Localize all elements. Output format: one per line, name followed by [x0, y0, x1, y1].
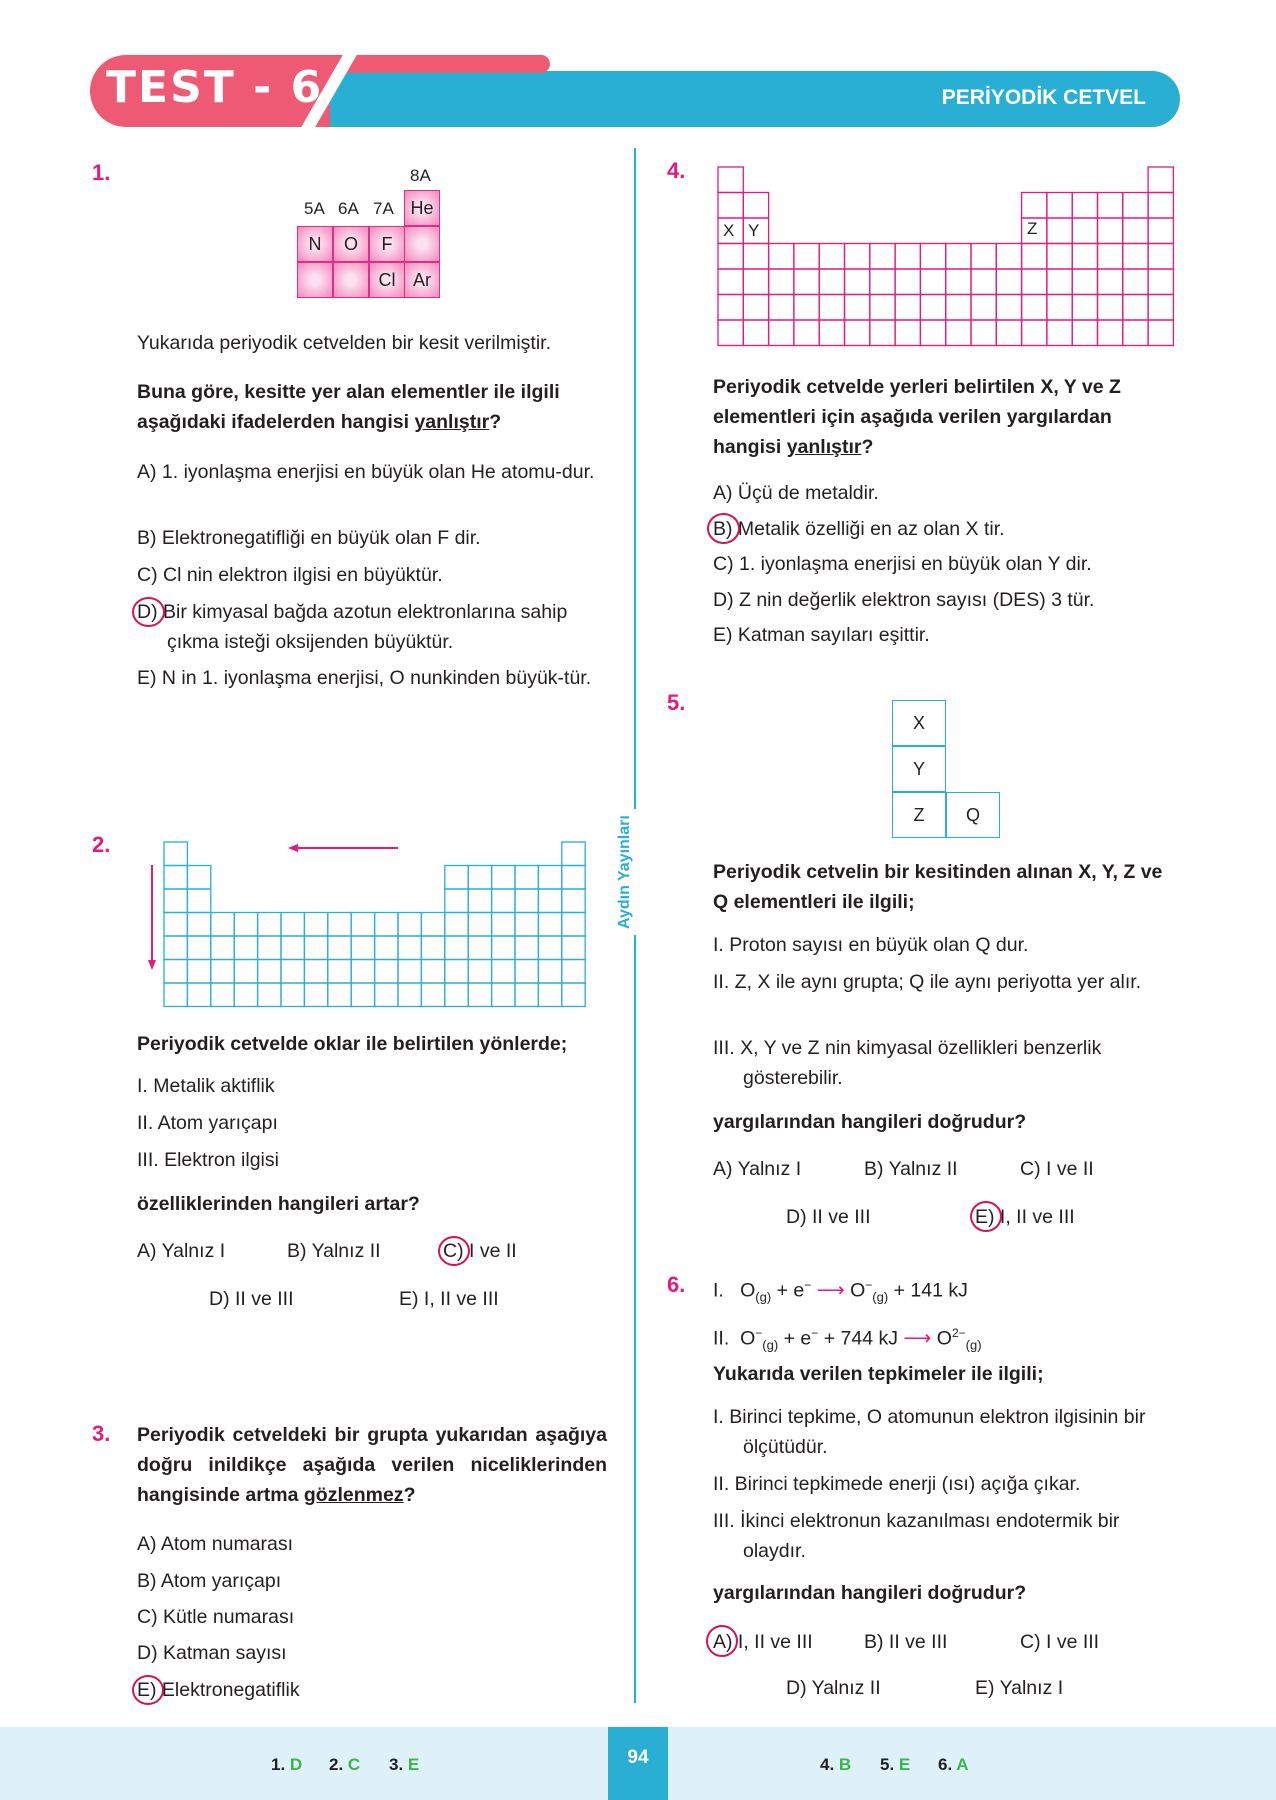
down-arrow-head: [148, 960, 156, 970]
table-cell: [1072, 244, 1097, 270]
q2-question: Periyodik cetvelde oklar ile belirtilen yönlerde;: [137, 1033, 568, 1055]
q2-option-b[interactable]: B) Yalnız II: [287, 1240, 381, 1262]
q5-item-3: III. X, Y ve Z nin kimyasal özellikleri benzerlik gösterebilir.: [713, 1037, 1102, 1089]
cell-Cl: Cl: [369, 262, 405, 298]
table-cell: [895, 269, 920, 295]
table-cell: [743, 269, 768, 295]
q6-option-e[interactable]: E) Yalnız I: [975, 1677, 1064, 1699]
table-cell: [1022, 320, 1047, 346]
answer-circle: [706, 1625, 738, 1657]
table-cell: [1022, 269, 1047, 295]
table-cell: [794, 244, 819, 270]
q4-option-a[interactable]: A) Üçü de metaldir.: [713, 482, 879, 504]
cell-Ar: Ar: [404, 262, 440, 298]
table-cell: [996, 320, 1021, 346]
q4-question: Periyodik cetvelde yerleri belirtilen X, Y ve Z elementleri için aşağıda verilen yargılardan hangisi yanlıştır?: [713, 376, 1121, 458]
table-cell: [819, 320, 844, 346]
answer-circle: [132, 1675, 164, 1705]
label-5A: 5A: [304, 199, 325, 218]
table-cell: [895, 244, 920, 270]
table-cell: [1123, 218, 1148, 244]
q6-option-a[interactable]: A) I, II ve III: [713, 1631, 813, 1653]
answer-circle: [438, 1236, 470, 1266]
q6-item-2: II. Birinci tepkimede enerji (ısı) açığa çıkar.: [713, 1473, 1081, 1495]
table-cell: [1072, 269, 1097, 295]
table-cell: [769, 269, 794, 295]
table-cell: [1072, 295, 1097, 321]
table-cell: [920, 295, 945, 321]
q1-intro: Yukarıda periyodik cetvelden bir kesit verilmiştir.: [137, 332, 552, 354]
table-cell: [870, 244, 895, 270]
table-cell: [946, 269, 971, 295]
cell-empty: [333, 262, 369, 298]
q6-question-end: yargılarından hangileri doğrudur?: [713, 1582, 1027, 1604]
table-cell: [845, 244, 870, 270]
table-cell: [819, 295, 844, 321]
table-cell: [1123, 320, 1148, 346]
q4-option-d[interactable]: D) Z nin değerlik elektron sayısı (DES) 3 tür.: [713, 589, 1095, 611]
left-arrow-head: [288, 844, 298, 852]
cell-N: N: [297, 226, 333, 262]
question-5-number: 5.: [667, 690, 686, 715]
q5-option-d[interactable]: D) II ve III: [786, 1206, 871, 1228]
table-cell: [996, 244, 1021, 270]
table-cell: [1098, 244, 1123, 270]
table-cell: [996, 295, 1021, 321]
table-cell: [895, 295, 920, 321]
q6-item-1: I. Birinci tepkime, O atomunun elektron ilgisinin bir ölçütüdür.: [713, 1406, 1146, 1458]
q6-item-3: III. İkinci elektronun kazanılması endotermik bir olaydır.: [713, 1510, 1120, 1562]
answer-key-5: 5. E: [880, 1755, 911, 1774]
q5-option-a[interactable]: A) Yalnız I: [713, 1158, 802, 1180]
table-cell: [971, 269, 996, 295]
q2-question-end: özelliklerinden hangileri artar?: [137, 1193, 420, 1215]
q3-option-c[interactable]: C) Kütle numarası: [137, 1606, 295, 1628]
table-cell: [1047, 269, 1072, 295]
q2-item-3: III. Elektron ilgisi: [137, 1149, 279, 1171]
label-6A: 6A: [338, 199, 359, 218]
answer-key-4: 4. B: [820, 1755, 852, 1774]
q2-option-c[interactable]: C) I ve II: [443, 1240, 517, 1262]
q2-option-e[interactable]: E) I, II ve III: [399, 1288, 499, 1310]
table-cell: [1123, 295, 1148, 321]
table-cell: [1072, 218, 1097, 244]
q6-option-d[interactable]: D) Yalnız II: [786, 1677, 881, 1699]
q2-item-1: I. Metalik aktiflik: [137, 1075, 275, 1097]
table-cell: [895, 320, 920, 346]
q5-item-1: I. Proton sayısı en büyük olan Q dur.: [713, 934, 1029, 956]
table-cell: [718, 193, 743, 219]
q5-question-end: yargılarından hangileri doğrudur?: [713, 1111, 1027, 1133]
table-cell: [1148, 244, 1173, 270]
q5-option-b[interactable]: B) Yalnız II: [864, 1158, 958, 1180]
table-cell: [794, 320, 819, 346]
q4-periodic-table-outline: [716, 165, 1176, 347]
table-cell: [971, 295, 996, 321]
q1-option-d[interactable]: D) Bir kimyasal bağda azotun elektronlarına sahip çıkma isteği oksijenden büyüktür.: [137, 601, 568, 653]
cell-He: He: [404, 190, 440, 226]
table-cell: [920, 320, 945, 346]
table-cell: [819, 244, 844, 270]
q5-question: Periyodik cetvelin bir kesitinden alınan X, Y, Z ve Q elementleri ile ilgili;: [713, 861, 1163, 913]
q2-item-2: II. Atom yarıçapı: [137, 1112, 278, 1134]
table-cell: [769, 320, 794, 346]
q3-question: Periyodik cetveldeki bir grupta yukarıdan aşağıya doğru inildikçe aşağıda verilen niceliklerinden hangisinde artma gözlenmez?: [137, 1424, 607, 1506]
table-cell: [870, 295, 895, 321]
answer-key-1: 1. D: [271, 1755, 303, 1774]
q1-option-b[interactable]: B) Elektronegatifliği en büyük olan F dir.: [137, 527, 481, 549]
q4-option-c[interactable]: C) 1. iyonlaşma enerjisi en büyük olan Y dir.: [713, 553, 1092, 575]
q1-option-e[interactable]: E) N in 1. iyonlaşma enerjisi, O nunkinden büyük-tür.: [137, 667, 592, 689]
cell-X: X: [892, 700, 946, 746]
table-cell: [1072, 320, 1097, 346]
table-cell: [1098, 320, 1123, 346]
table-cell: [794, 295, 819, 321]
table-cell: [743, 193, 768, 219]
answer-circle: [707, 513, 740, 544]
q5-option-e[interactable]: E) I, II ve III: [975, 1206, 1075, 1228]
q6-option-b[interactable]: B) II ve III: [864, 1631, 948, 1653]
q5-option-c[interactable]: C) I ve II: [1020, 1158, 1094, 1180]
table-cell: [718, 320, 743, 346]
table-cell: [1022, 244, 1047, 270]
cell-Y: Y: [748, 221, 760, 240]
answer-key-6: 6. A: [938, 1755, 969, 1774]
table-cell: [946, 320, 971, 346]
table-cell: [1098, 295, 1123, 321]
table-cell: [769, 244, 794, 270]
table-cell: [920, 244, 945, 270]
cell-Y: Y: [892, 746, 946, 792]
question-2-number: 2.: [92, 832, 111, 857]
table-cell: [1148, 167, 1173, 193]
table-cell: [1022, 295, 1047, 321]
question-4-number: 4.: [667, 158, 686, 183]
table-cell: [870, 269, 895, 295]
q2-option-a[interactable]: A) Yalnız I: [137, 1240, 226, 1262]
table-cell: [920, 269, 945, 295]
q3-option-b[interactable]: B) Atom yarıçapı: [137, 1570, 282, 1592]
table-cell: [1148, 218, 1173, 244]
table-cell: [1047, 244, 1072, 270]
table-cell: [1098, 269, 1123, 295]
table-cell: [1047, 320, 1072, 346]
cell-Z: Z: [1027, 219, 1038, 238]
table-cell: [794, 269, 819, 295]
table-cell: [1098, 193, 1123, 219]
cell-empty: [297, 262, 333, 298]
table-cell: [743, 320, 768, 346]
q1-option-c[interactable]: C) Cl nin elektron ilgisi en büyüktür.: [137, 564, 443, 586]
publisher-label: Aydın Yayınları: [612, 809, 638, 935]
answer-circle: [132, 597, 165, 627]
table-cell: [971, 320, 996, 346]
table-cell: [1123, 193, 1148, 219]
table-cell: [1022, 193, 1047, 219]
cell-X: X: [723, 221, 735, 240]
q2-arrows: [140, 830, 600, 1010]
table-cell: [819, 269, 844, 295]
table-cell: [718, 167, 743, 193]
table-cell: [1148, 295, 1173, 321]
table-cell: [1148, 320, 1173, 346]
table-cell: [870, 320, 895, 346]
table-cell: [845, 269, 870, 295]
test-title: TEST - 6: [106, 62, 324, 113]
cell-Z: Z: [892, 792, 946, 838]
label-7A: 7A: [373, 199, 394, 218]
table-cell: [718, 269, 743, 295]
q6-reaction-1: I. $O_{(g)} + e^-$ ⟶ $O^-_{(g)} + 141$ kJ: [713, 1278, 968, 1305]
answer-key-3: 3. E: [389, 1755, 420, 1774]
label-8A: 8A: [410, 166, 431, 185]
q3-option-a[interactable]: A) Atom numarası: [137, 1533, 294, 1555]
question-1-number: 1.: [92, 160, 111, 185]
q6-reaction-2: II. $O^-_{(g)} + e^- + 744$ kJ ⟶ $O^{2-}_{(g)}$: [713, 1326, 982, 1353]
table-cell: [769, 295, 794, 321]
cell-Q: Q: [946, 792, 1000, 838]
q3-option-e[interactable]: E) Elektronegatiflik: [137, 1679, 300, 1701]
table-cell: [718, 295, 743, 321]
question-6-number: 6.: [667, 1272, 686, 1297]
table-cell: [1098, 218, 1123, 244]
table-cell: [946, 295, 971, 321]
table-cell: [1148, 269, 1173, 295]
q1-option-a[interactable]: A) 1. iyonlaşma enerjisi en büyük olan He atomu-dur.: [137, 461, 595, 483]
table-cell: [1123, 269, 1148, 295]
table-cell: [996, 269, 1021, 295]
q3-option-d[interactable]: D) Katman sayısı: [137, 1642, 287, 1664]
table-cell: [1148, 193, 1173, 219]
cell-F: F: [369, 226, 405, 262]
topic-title: PERİYODİK CETVEL: [941, 86, 1146, 109]
q6-question: Yukarıda verilen tepkimeler ile ilgili;: [713, 1363, 1044, 1385]
table-cell: [743, 244, 768, 270]
table-cell: [1047, 218, 1072, 244]
question-3-number: 3.: [92, 1421, 111, 1446]
answer-key-2: 2. C: [329, 1755, 361, 1774]
q4-option-e[interactable]: E) Katman sayıları eşittir.: [713, 624, 930, 646]
table-cell: [971, 244, 996, 270]
cell-empty: [404, 226, 440, 262]
table-cell: [845, 320, 870, 346]
table-cell: [743, 295, 768, 321]
table-cell: [1047, 193, 1072, 219]
q2-option-d[interactable]: D) II ve III: [209, 1288, 294, 1310]
page-number: 94: [608, 1727, 668, 1800]
table-cell: [845, 295, 870, 321]
table-cell: [946, 244, 971, 270]
cell-O: O: [333, 226, 369, 262]
table-cell: [718, 244, 743, 270]
answer-circle: [970, 1201, 1002, 1232]
q5-item-2: II. Z, X ile aynı grupta; Q ile aynı periyotta yer alır.: [713, 971, 1142, 993]
table-cell: [1047, 295, 1072, 321]
q1-question: Buna göre, kesitte yer alan elementler ile ilgili aşağıdaki ifadelerden hangisi yanlıştır?: [137, 381, 560, 433]
q4-option-b[interactable]: B) Metalik özelliği en az olan X tir.: [713, 518, 1005, 540]
q6-option-c[interactable]: C) I ve III: [1020, 1631, 1100, 1653]
table-cell: [1072, 193, 1097, 219]
table-cell: [1123, 244, 1148, 270]
